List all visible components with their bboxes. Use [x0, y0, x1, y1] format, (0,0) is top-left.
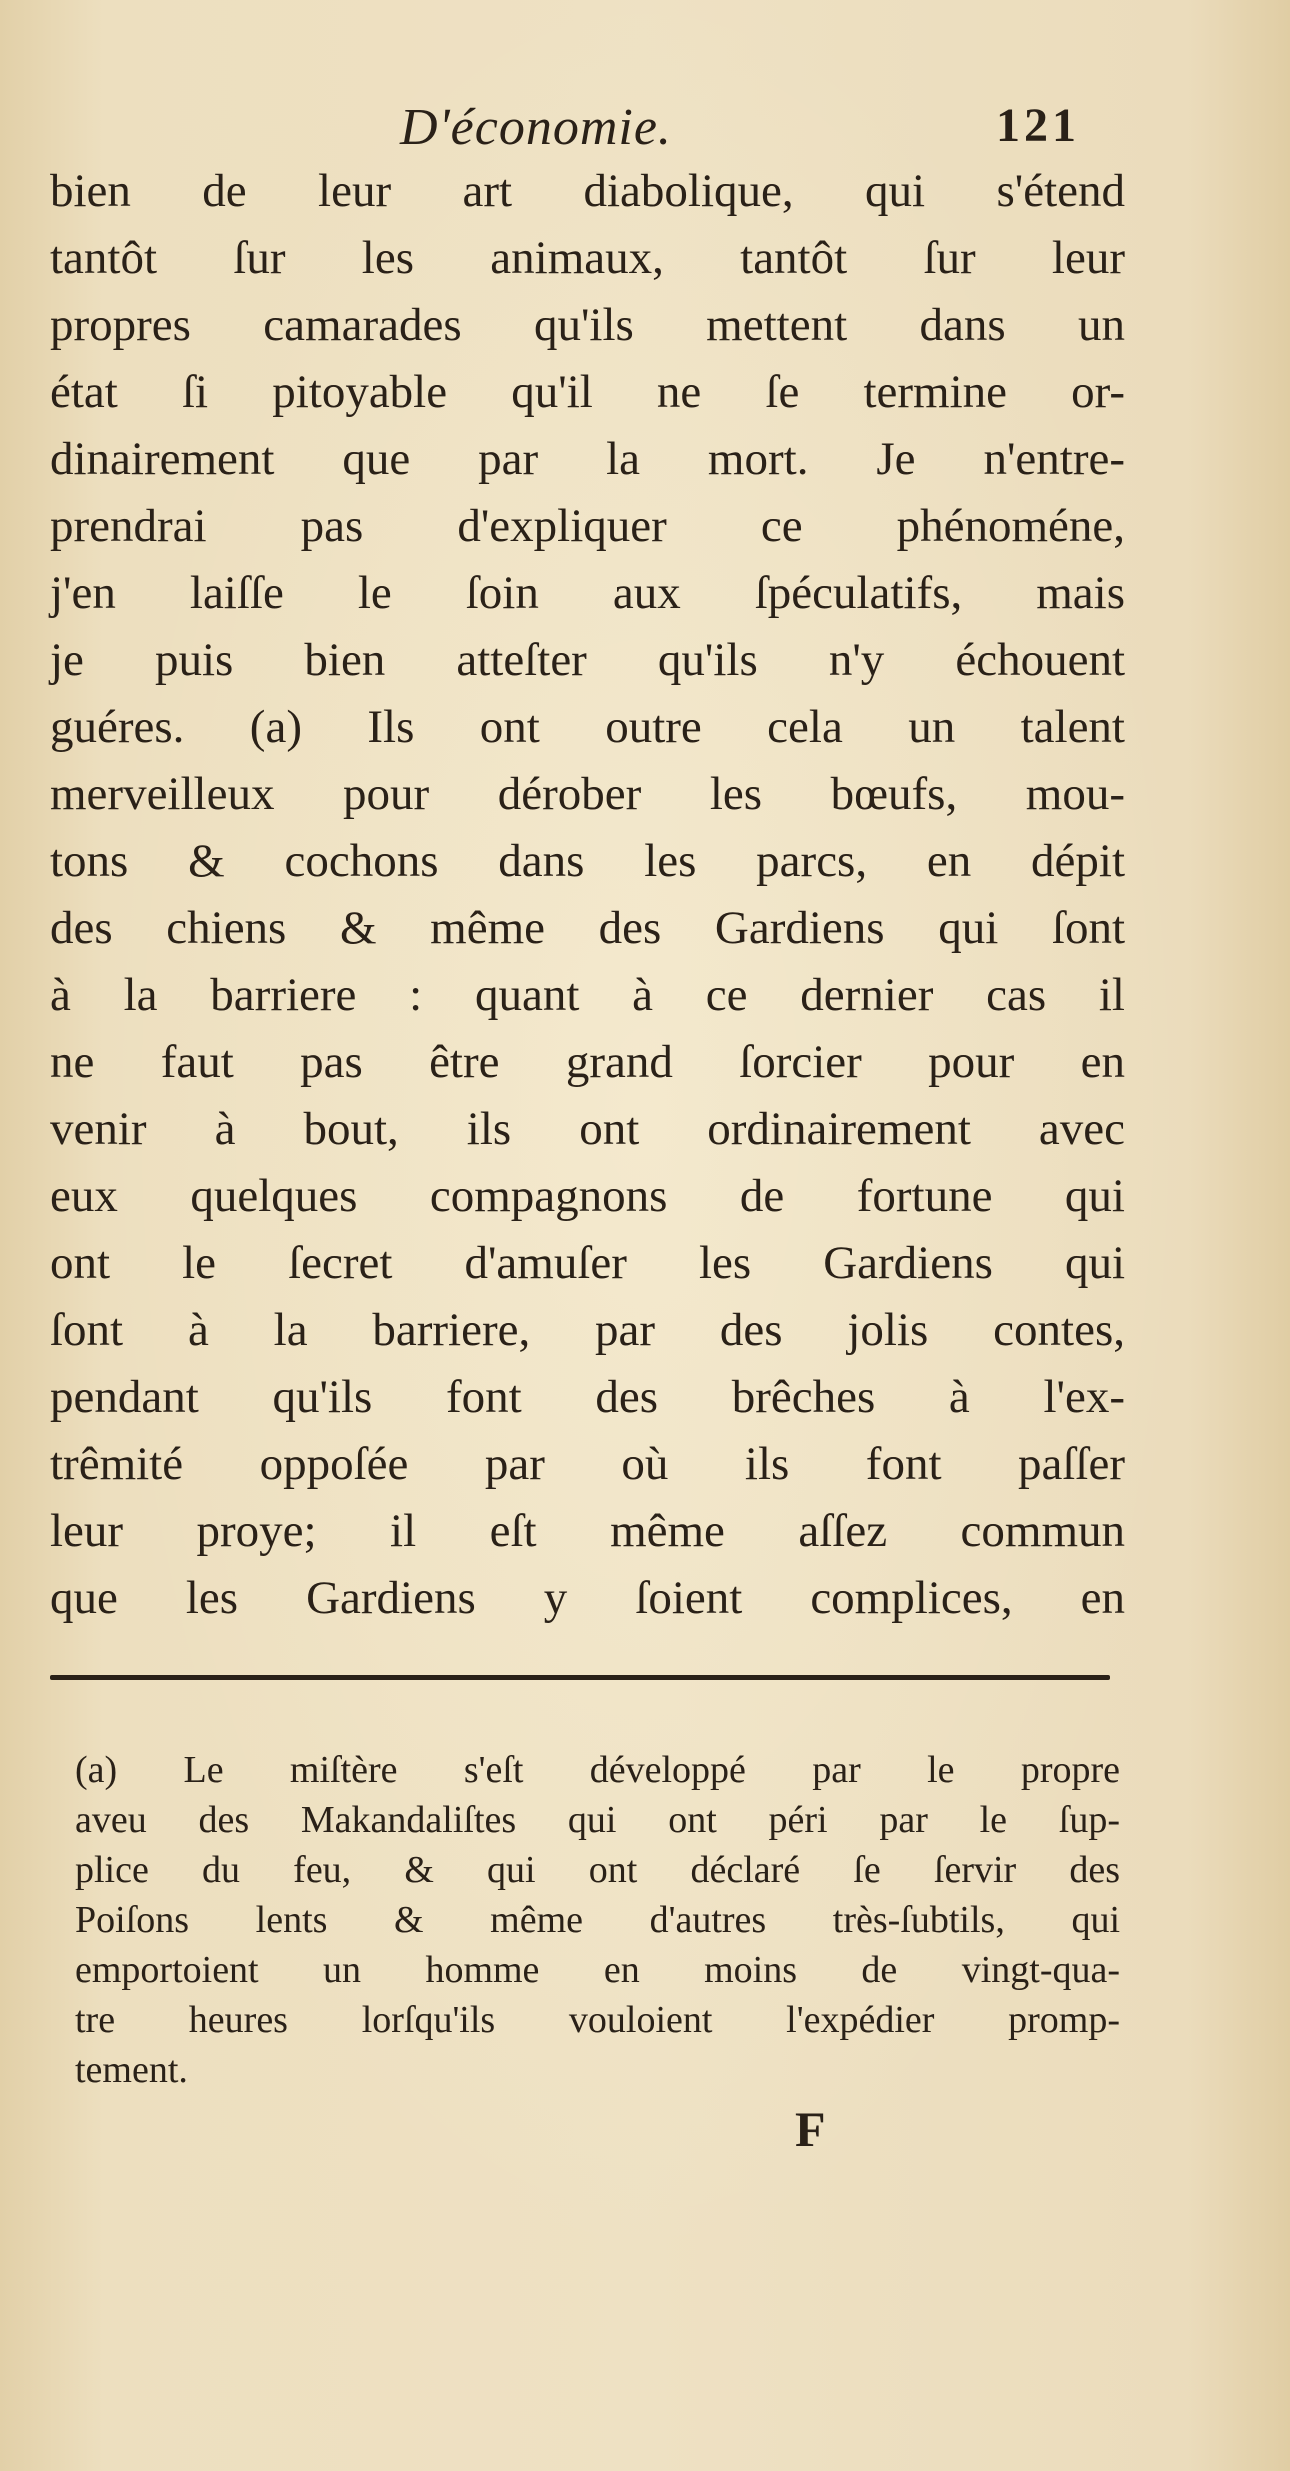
footnote-line: tement.	[75, 2049, 188, 2091]
body-line: propres camarades qu'ils mettent dans un	[50, 299, 1125, 351]
body-line: ſont à la barriere, par des jolis contes,	[50, 1304, 1125, 1356]
body-line: état ſi pitoyable qu'il ne ſe termine or-	[50, 366, 1125, 418]
body-line: venir à bout, ils ont ordinairement avec	[50, 1103, 1125, 1155]
body-text	[50, 158, 1125, 1632]
body-line: eux quelques compagnons de fortune qui	[50, 1170, 1125, 1222]
body-line: dinairement que par la mort. Je n'entre-	[50, 433, 1125, 485]
body-line: leur proye; il eſt même aſſez commun	[50, 1505, 1125, 1557]
footnote-line: tre heures lorſqu'ils vouloient l'expédier promp-	[75, 1999, 1120, 2041]
footnote	[75, 1745, 1120, 2095]
footnote-line: emportoient un homme en moins de vingt-qua-	[75, 1949, 1120, 1991]
body-line: des chiens & même des Gardiens qui ſont	[50, 902, 1125, 954]
body-line: pendant qu'ils font des brêches à l'ex-	[50, 1371, 1125, 1423]
body-line: bien de leur art diabolique, qui s'étend	[50, 165, 1125, 217]
footnote-line: plice du feu, & qui ont déclaré ſe ſervir des	[75, 1849, 1120, 1891]
body-line: tons & cochons dans les parcs, en dépit	[50, 835, 1125, 887]
footnote-line: (a) Le miſtère s'eſt développé par le propre	[75, 1749, 1120, 1791]
signature-mark: F	[795, 2101, 826, 2157]
body-line: ne faut pas être grand ſorcier pour en	[50, 1036, 1125, 1088]
body-line: tantôt ſur les animaux, tantôt ſur leur	[50, 232, 1125, 284]
footnote-line: Poiſons lents & même d'autres très-ſubtils, qui	[75, 1899, 1120, 1941]
running-title: D'économie.	[400, 99, 672, 156]
footnote-rule	[50, 1675, 1110, 1680]
body-line: je puis bien atteſter qu'ils n'y échouent	[50, 634, 1125, 686]
body-line: ont le ſecret d'amuſer les Gardiens qui	[50, 1237, 1125, 1289]
body-line: à la barriere : quant à ce dernier cas il	[50, 969, 1125, 1021]
body-line: trêmité oppoſée par où ils font paſſer	[50, 1438, 1125, 1490]
page-number: 121	[996, 99, 1080, 152]
body-line: prendrai pas d'expliquer ce phénoméne,	[50, 500, 1125, 552]
running-head	[400, 98, 1100, 158]
body-line: guéres. (a) Ils ont outre cela un talent	[50, 701, 1125, 753]
footnote-line: aveu des Makandaliſtes qui ont péri par le ſup-	[75, 1799, 1120, 1841]
body-line: que les Gardiens y ſoient complices, en	[50, 1572, 1125, 1624]
body-line: j'en laiſſe le ſoin aux ſpéculatifs, mais	[50, 567, 1125, 619]
body-line: merveilleux pour dérober les bœufs, mou-	[50, 768, 1125, 820]
